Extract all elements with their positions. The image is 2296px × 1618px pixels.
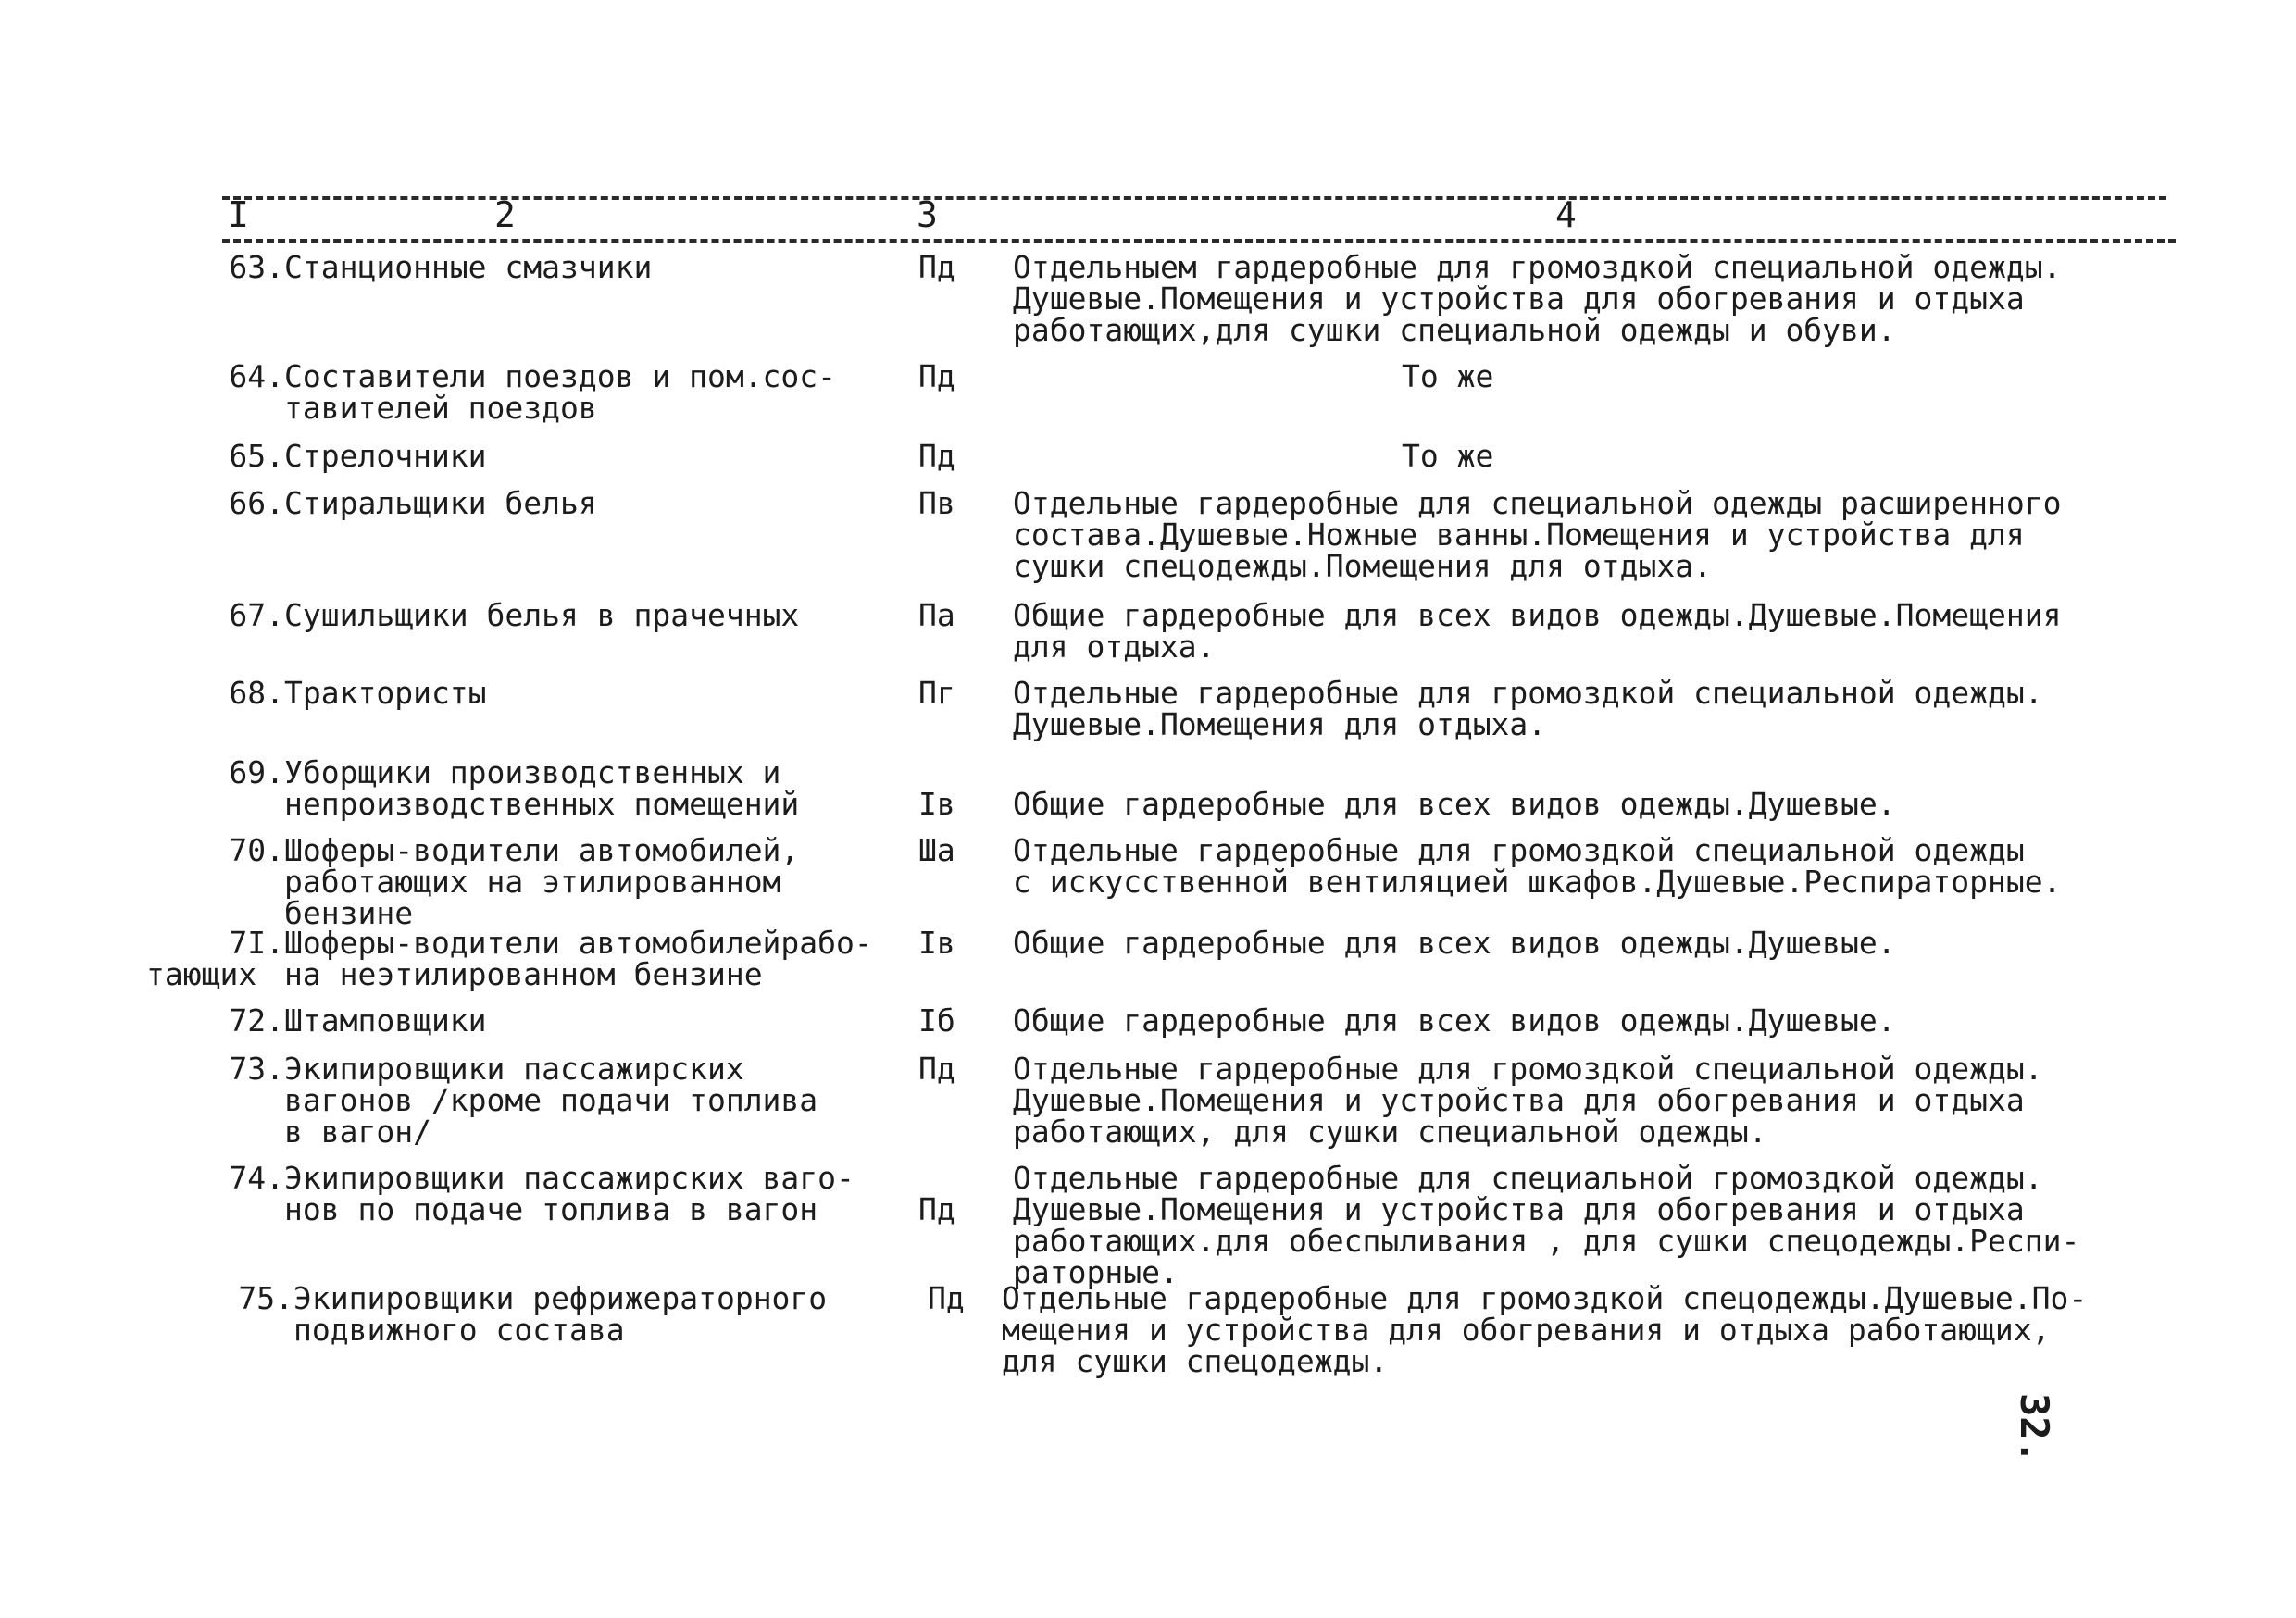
facilities-description: Общие гардеробные для всех видов одежды.Душевые. [1013, 786, 1896, 822]
row-number: 73. [229, 1051, 284, 1087]
row-number: 63. [229, 249, 284, 285]
header-bottom-rule [222, 239, 2176, 243]
profession-name: Стрелочники [284, 438, 487, 474]
row-number: 66. [229, 485, 284, 521]
profession-name-continued: на неэтилированном бензине [284, 956, 763, 992]
header-col-1: I [228, 194, 249, 235]
profession-name: Штамповщики [284, 1002, 487, 1039]
profession-name: Экипировщики рефрижераторного подвижного состава [293, 1280, 828, 1348]
profession-name: Шоферы-водители автомобилей, работающих на этилированном бензине [284, 832, 800, 931]
page-number: 32. [2012, 1393, 2057, 1463]
row-number: 67. [229, 597, 284, 633]
sanitary-group: Пд [918, 1051, 955, 1087]
sanitary-group: Пд [918, 438, 955, 474]
profession-name: Сушильщики белья в прачечных [284, 597, 800, 633]
profession-name: Уборщики производственных и непроизводственных помещений [284, 754, 800, 822]
facilities-description: Отдельные гардеробные для громоздкой специальной одежды. Душевые.Помещения и устройства для обогревания и отдыха работающих, для сушки специальной одежды. [1013, 1051, 2043, 1150]
sanitary-group: Iб [918, 1002, 955, 1039]
sanitary-group: Пв [918, 485, 955, 521]
facilities-description: Общие гардеробные для всех видов одежды.Душевые. [1013, 925, 1896, 961]
facilities-description: Отдельные гардеробные для громоздкой специальной одежды с искусственной вентиляцией шкафов.Душевые.Респираторные. [1013, 832, 2062, 900]
header-col-3: 3 [917, 194, 938, 235]
profession-name: Экипировщики пассажирских ваго- нов по подаче топлива в вагон [284, 1160, 855, 1227]
header-col-2: 2 [494, 194, 516, 235]
profession-name: Экипировщики пассажирских вагонов /кроме подачи топлива в вагон/ [284, 1051, 818, 1150]
facilities-description: Отдельные гардеробные для специальной громоздкой одежды. Душевые.Помещения и устройства для обогревания и отдыха работающих.для обеспыливания , для сушки спецодежды.Респи- раторные. [1013, 1160, 2080, 1290]
facilities-description: Отдельные гардеробные для громоздкой специальной одежды. Душевые.Помещения для отдыха. [1013, 675, 2043, 742]
profession-name: Стиральщики белья [284, 485, 597, 521]
row-number: 64. [229, 358, 284, 394]
facilities-description: То же [1402, 358, 1494, 394]
row-number: 74. [229, 1160, 284, 1196]
row-number: 7I. [229, 925, 284, 961]
row-number: 65. [229, 438, 284, 474]
facilities-description: Общие гардеробные для всех видов одежды.Душевые. [1013, 1002, 1896, 1039]
row-number: 68. [229, 675, 284, 711]
sanitary-group: Ша [918, 832, 955, 868]
sanitary-group: Iв [918, 786, 955, 822]
row-number: 72. [229, 1002, 284, 1039]
sanitary-group: Пд [918, 358, 955, 394]
facilities-description: Общие гардеробные для всех видов одежды.Душевые.Помещения для отдыха. [1013, 597, 2062, 665]
profession-name-wrap: тающих [146, 956, 257, 992]
row-number: 69. [229, 754, 284, 790]
header-col-4: 4 [1555, 194, 1577, 235]
profession-name: Составители поездов и пом.сос- тавителей поездов [284, 358, 837, 426]
sanitary-group: Пд [918, 1191, 955, 1227]
row-number: 70. [229, 832, 284, 868]
sanitary-group: Пд [928, 1280, 965, 1316]
sanitary-group: Пг [918, 675, 955, 711]
facilities-description: То же [1402, 438, 1494, 474]
profession-name: Шоферы-водители автомобилейрабо- [284, 925, 873, 961]
profession-name: Станционные смазчики [284, 249, 653, 285]
sanitary-group: Па [918, 597, 955, 633]
facilities-description: Отдельные гардеробные для громоздкой спецодежды.Душевые.По- мещения и устройства для обогревания и отдыха работающих, для сушки спецодежды. [1002, 1280, 2088, 1379]
row-number: 75. [238, 1280, 293, 1316]
sanitary-group: Пд [918, 249, 955, 285]
facilities-description: Отдельные гардеробные для специальной одежды расширенного состава.Душевые.Ножные ванны.Помещения и устройства для сушки спецодежды.Помещения для отдыха. [1013, 485, 2062, 584]
facilities-description: Отдельныем гардеробные для громоздкой специальной одежды. Душевые.Помещения и устройства для обогревания и отдыха работающих,для сушки специальной одежды и обуви. [1013, 249, 2062, 348]
sanitary-group: Iв [918, 925, 955, 961]
profession-name: Трактористы [284, 675, 487, 711]
